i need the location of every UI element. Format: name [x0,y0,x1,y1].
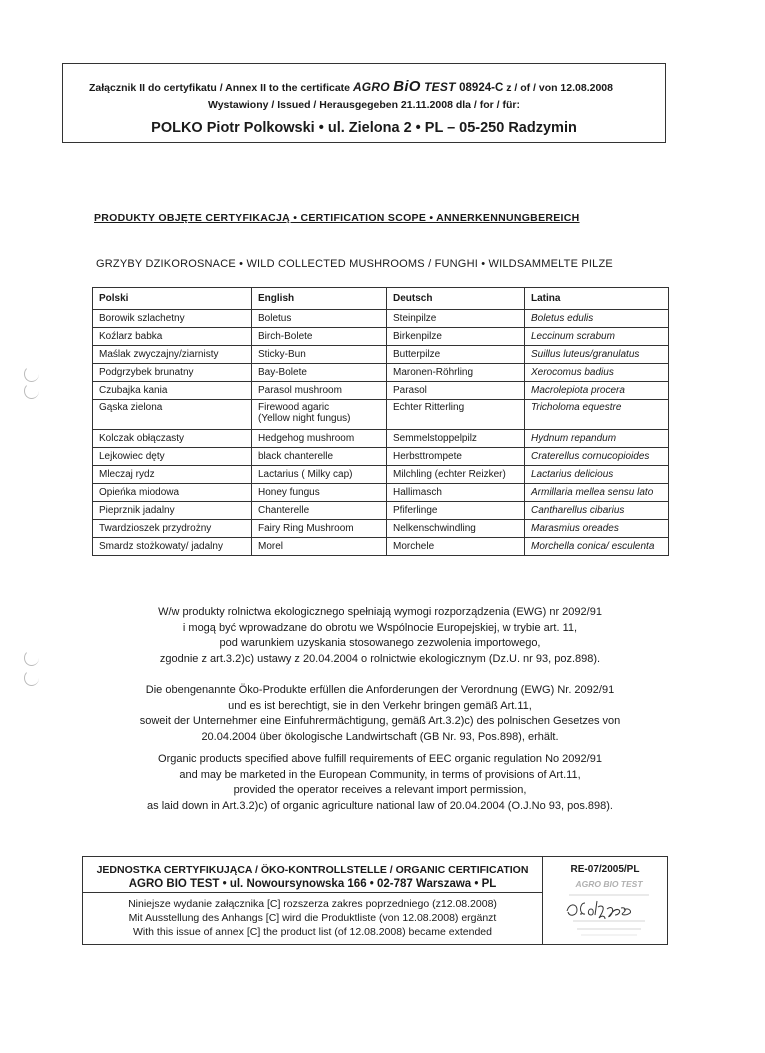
operator-line: POLKO Piotr Polkowski • ul. Zielona 2 • PL – 05-250 Radzymin [151,120,577,136]
column-header: Deutsch [387,288,525,310]
punch-hole-mark [24,383,39,399]
punch-hole-mark [24,650,39,666]
table-cell: Boletus edulis [525,310,669,328]
table-row [93,538,669,556]
table-cell: Podgrzybek brunatny [93,364,252,382]
legal-text-german: Die obengenannte Öko-Produkte erfüllen die Anforderungen der Verordnung (EWG) Nr. 2092/91 und es ist berechtigt, sie in den Verkehr bringen gemäß Art.11, soweit der Unternehmer eine Einfuhrermächtigung, gemäß Art.3.2)c) des polnischen Gesetzes von 20.04.2004 über ökologische Landwirtschaft (GB Nr. 93, Pos.898), erhält. [139,684,621,743]
table-cell: Milchling (echter Reizker) [387,466,525,484]
table-cell: Chanterelle [252,502,387,520]
table-cell: Maronen-Röhrling [387,364,525,382]
reference-cell [543,857,667,944]
table-cell: Smardz stożkowaty/ jadalny [93,538,252,556]
annex-line [89,78,613,95]
table-cell: Hallimasch [387,484,525,502]
table-cell: Hydnum repandum [525,430,669,448]
column-header: Polski [93,288,252,310]
table-cell: Nelkenschwindling [387,520,525,538]
table-row [93,364,669,382]
table-cell: Lejkowiec dęty [93,448,252,466]
certificate-suffix: z / of / von 12.08.2008 [506,82,613,94]
table-cell: Hedgehog mushroom [252,430,387,448]
issued-line: Wystawiony / Issued / Herausgegeben 21.11.2008 dla / for / für: [207,99,520,111]
agrobiotest-logo: AGRO BiO TEST [352,78,456,95]
table-cell: Suillus luteus/granulatus [525,346,669,364]
table-cell: Mleczaj rydz [93,466,252,484]
table-cell: Bay-Bolete [252,364,387,382]
table-cell: Semmelstoppelpilz [387,430,525,448]
table-cell: Pieprznik jadalny [93,502,252,520]
table-row [93,466,669,484]
punch-hole-mark [24,670,39,686]
certificate-number: 08924-C [459,82,504,94]
table-cell: Koźlarz babka [93,328,252,346]
table-cell: Honey fungus [252,484,387,502]
table-cell: Butterpilze [387,346,525,364]
column-header: English [252,288,387,310]
table-cell: Morchele [387,538,525,556]
table-cell: Echter Ritterling [387,400,525,430]
table-cell: Czubajka kania [93,382,252,400]
certificate-header [62,63,666,143]
table-cell: Borowik szlachetny [93,310,252,328]
table-cell: Leccinum scrabum [525,328,669,346]
table-cell: Lactarius delicious [525,466,669,484]
table-cell: Birch-Bolete [252,328,387,346]
punch-hole-mark [24,366,39,382]
table-cell: Herbsttrompete [387,448,525,466]
annex-label: Załącznik II do certyfikatu / Annex II to the certificate [89,82,351,94]
product-category: GRZYBY DZIKOROSNACE • WILD COLLECTED MUSHROOMS / FUNGHI • WILDSAMMELTE PILZE [96,258,613,270]
legal-text-english: Organic products specified above fulfill requirements of EEC organic regulation No 2092/91 and may be marketed in the European Community, in terms of provisions of Art.11, provided the operator receives a relevant import permission, as laid down in Art.3.2)c) of organic agriculture national law of 20.04.2004 (O.J.No 93, pos.898). [147,753,613,812]
table-row [93,382,669,400]
table-row [93,328,669,346]
table-row [93,310,669,328]
table-cell: black chanterelle [252,448,387,466]
certification-body-footer [82,856,668,945]
official-stamp [561,879,657,939]
scope-title: PRODUKTY OBJĘTE CERTYFIKACJĄ • CERTIFICATION SCOPE • ANNERKENNUNGBEREICH [94,212,580,224]
table-cell: Sticky-Bun [252,346,387,364]
table-cell: Gąska zielona [93,400,252,430]
table-row [93,430,669,448]
table-row [93,484,669,502]
table-cell: Craterellus cornucopioides [525,448,669,466]
table-cell: Morel [252,538,387,556]
table-cell: Macrolepiota procera [525,382,669,400]
products-table [92,287,669,556]
table-row [93,502,669,520]
table-cell: Marasmius oreades [525,520,669,538]
table-cell: Tricholoma equestre [525,400,669,430]
certification-body-address: AGRO BIO TEST • ul. Nowoursynowska 166 • 02-787 Warszawa • PL [128,878,497,890]
table-cell: Lactarius ( Milky cap) [252,466,387,484]
legal-text-polish: W/w produkty rolnictwa ekologicznego spełniają wymogi rozporządzenia (EWG) nr 2092/91 i mogą być wprowadzane do obrotu we Wspólnocie Europejskiej, w trybie art. 11, pod warunkiem uzyskania stosowanego zezwolenia importowego, zgodnie z art.3.2)c) ustawy z 20.04.2004 o rolnictwie ekologicznym (Dz.U. nr 93, poz.898). [158,606,602,665]
table-cell: Maślak zwyczajny/ziarnisty [93,346,252,364]
table-cell: Pfiferlinge [387,502,525,520]
certification-unit-label: JEDNOSTKA CERTYFIKUJĄCA / ÖKO-KONTROLLSTELLE / ORGANIC CERTIFICATION [96,864,529,876]
stamp-org-text: AGRO BIO TEST [575,879,643,889]
table-cell: Morchella conica/ esculenta [525,538,669,556]
table-cell: Xerocomus badius [525,364,669,382]
extension-note: Niniejsze wydanie załącznika [C] rozszerza zakres poprzedniego (z12.08.2008) Mit Ausstellung des Anhangs [C] wird die Produktliste (von 12.08.2008) ergänzt With this issue of annex [C] the product list (of 12.08.2008) became extended [128,898,497,938]
table-cell: Twardzioszek przydrożny [93,520,252,538]
column-header: Latina [525,288,669,310]
table-cell: Cantharellus cibarius [525,502,669,520]
reference-number: RE-07/2005/PL [570,864,640,875]
table-cell: Armillaria mellea sensu lato [525,484,669,502]
table-cell: Kolczak obłączasty [93,430,252,448]
table-cell: Steinpilze [387,310,525,328]
table-cell: Parasol [387,382,525,400]
table-cell: Boletus [252,310,387,328]
table-row [93,520,669,538]
table-row [93,346,669,364]
table-row [93,400,669,430]
table-cell: Birkenpilze [387,328,525,346]
table-header-row [93,288,669,310]
handwritten-signature [567,901,631,919]
table-cell: Fairy Ring Mushroom [252,520,387,538]
table-cell: Opieńka miodowa [93,484,252,502]
table-row [93,448,669,466]
footer-info [83,857,543,944]
table-cell: Parasol mushroom [252,382,387,400]
table-cell: Firewood agaric (Yellow night fungus) [252,400,387,430]
